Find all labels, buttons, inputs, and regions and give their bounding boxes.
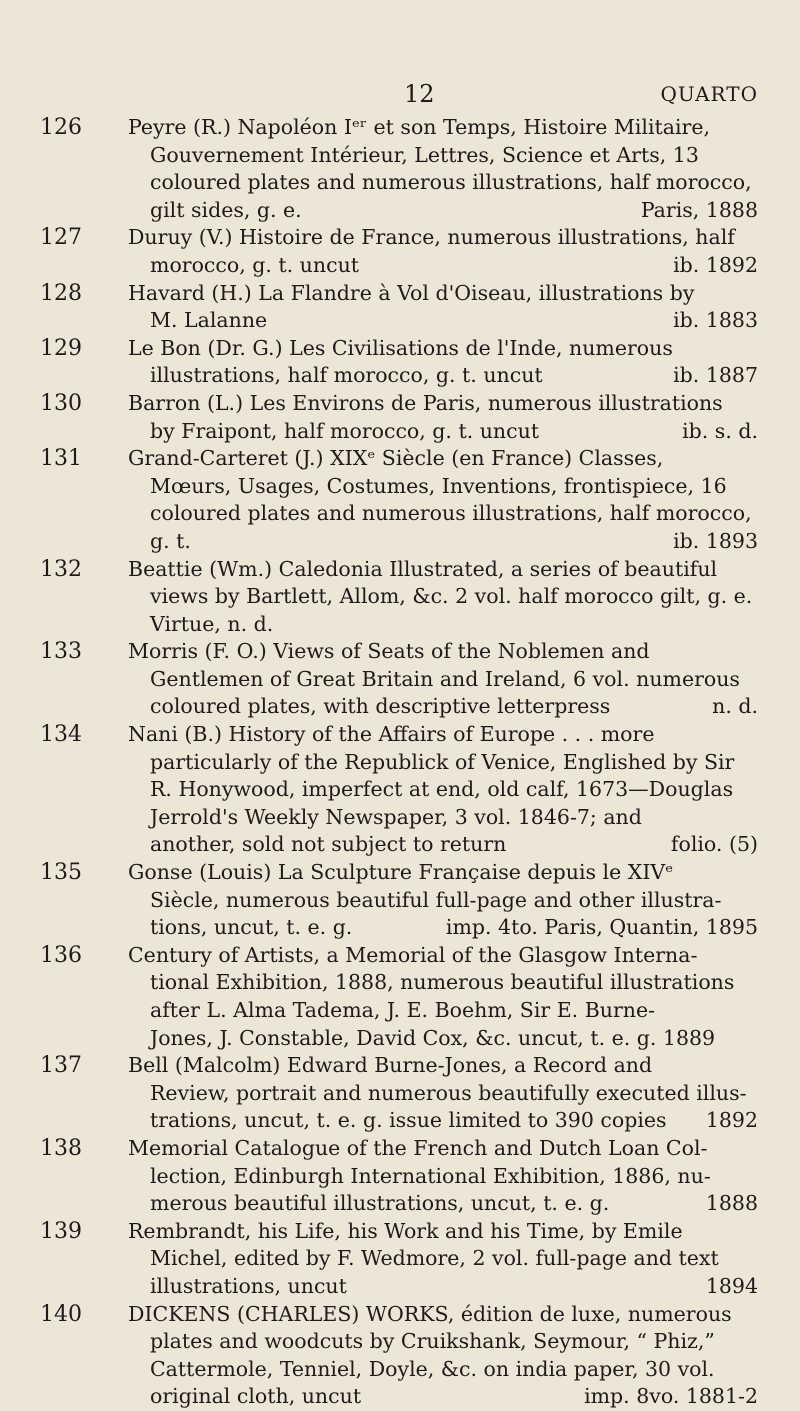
lot-description [128, 942, 758, 1052]
description-line: Peyre (R.) Napoléon Iᵉʳ et son Temps, Histoire Militaire, [128, 115, 710, 139]
lot-description [128, 1218, 758, 1301]
lot-number: 126 [40, 115, 82, 140]
description-line: Le Bon (Dr. G.) Les Civilisations de l'Inde, numerous [128, 335, 673, 360]
imprint: ib. 1892 [673, 252, 758, 277]
lot-number: 133 [40, 639, 82, 665]
description-line [128, 197, 758, 225]
lot-number: 136 [40, 942, 82, 968]
lot-entry [0, 224, 800, 279]
lot-number: 127 [40, 225, 82, 251]
description-line: lection, Edinburgh International Exhibition, 1886, nu- [150, 1163, 711, 1188]
imprint: imp. 4to. Paris, Quantin, 1895 [445, 915, 758, 940]
description-line: views by Bartlett, Allom, &c. 2 vol. half morocco gilt, g. e. [150, 584, 753, 609]
description-line: Morris (F. O.) Views of Seats of the Noblemen and [128, 639, 650, 664]
lot-description [128, 638, 758, 721]
imprint: ib. s. d. [682, 418, 758, 443]
lot-number: 131 [40, 446, 82, 472]
lot-description [128, 1301, 758, 1411]
lot-description [128, 721, 758, 859]
page-number: 12 [404, 80, 435, 108]
lot-description [128, 390, 758, 445]
description-line [128, 528, 758, 556]
description-line: Duruy (V.) Histoire de France, numerous illustrations, half [128, 225, 735, 250]
lot-number: 138 [40, 1135, 82, 1161]
description-line: Century of Artists, a Memorial of the Glasgow Interna- [128, 942, 698, 967]
description-line: Mœurs, Usages, Costumes, Inventions, frontispiece, 16 [150, 473, 727, 498]
line-text: gilt sides, g. e. [150, 197, 302, 222]
imprint: 1892 [705, 1108, 758, 1133]
lot-number: 129 [40, 335, 82, 361]
line-text: trations, uncut, t. e. g. issue limited to 390 copies [150, 1108, 667, 1133]
lot-description [128, 556, 758, 639]
description-line: tional Exhibition, 1888, numerous beautiful illustrations [150, 970, 735, 995]
description-line: Bell (Malcolm) Edward Burne-Jones, a Record and [128, 1053, 653, 1078]
description-line: plates and woodcuts by Cruikshank, Seymour, “ Phiz,” [150, 1329, 715, 1354]
imprint: 1888 [705, 1191, 758, 1216]
description-line: DICKENS (CHARLES) WORKS, édition de luxe, numerous [128, 1301, 732, 1326]
description-line: Gentlemen of Great Britain and Ireland, 6 vol. numerous [150, 666, 740, 691]
description-line [128, 831, 758, 859]
description-line: Virtue, n. d. [150, 611, 274, 636]
lot-entry [0, 556, 800, 639]
lot-number: 135 [40, 860, 82, 886]
description-line: Beattie (Wm.) Caledonia Illustrated, a series of beautiful [128, 556, 718, 581]
lot-entry [0, 280, 800, 335]
imprint: 1894 [705, 1273, 758, 1298]
description-line: after L. Alma Tadema, J. E. Boehm, Sir E. Burne- [150, 998, 656, 1022]
description-line [128, 307, 758, 335]
line-text: morocco, g. t. uncut [150, 252, 360, 277]
line-text: merous beautiful illustrations, uncut, t. e. g. [150, 1191, 610, 1216]
line-text: by Fraipont, half morocco, g. t. uncut [150, 418, 540, 443]
lot-description [128, 1052, 758, 1135]
lot-entry [0, 390, 800, 445]
imprint: ib. 1887 [673, 363, 758, 388]
description-line [128, 1190, 758, 1218]
description-line: R. Honywood, imperfect at end, old calf, 1673—Douglas [150, 777, 734, 802]
lot-entry [0, 942, 800, 1052]
lot-description [128, 445, 758, 555]
description-line: Gonse (Louis) La Sculpture Française depuis le XIVᵉ [128, 860, 674, 885]
lot-entry [0, 1135, 800, 1218]
description-line [128, 1107, 758, 1135]
line-text: illustrations, half morocco, g. t. uncut [150, 363, 543, 388]
description-line: Grand-Carteret (J.) XIXᵉ Siècle (en France) Classes, [128, 446, 664, 471]
description-line: Jones, J. Constable, David Cox, &c. uncut, t. e. g. 1889 [150, 1025, 716, 1050]
lot-description [128, 1135, 758, 1218]
description-line: Rembrandt, his Life, his Work and his Time, by Emile [128, 1218, 683, 1243]
imprint: folio. (5) [670, 832, 758, 857]
lot-entry [0, 1301, 800, 1411]
description-line [128, 252, 758, 280]
description-line: Review, portrait and numerous beautifully executed illus- [150, 1080, 747, 1105]
description-line: Memorial Catalogue of the French and Dutch Loan Col- [128, 1135, 708, 1160]
description-line: Jerrold's Weekly Newspaper, 3 vol. 1846-7; and [150, 804, 642, 829]
line-text: g. t. [150, 528, 191, 553]
lot-description [128, 859, 758, 942]
imprint: n. d. [712, 694, 758, 719]
lot-entry [0, 638, 800, 721]
lot-number: 128 [40, 280, 82, 306]
lot-description [128, 224, 758, 279]
description-line [128, 693, 758, 721]
lot-number: 140 [40, 1301, 82, 1327]
lot-entry [0, 721, 800, 859]
line-text: another, sold not subject to return [150, 832, 507, 857]
line-text: tions, uncut, t. e. g. [150, 915, 353, 940]
imprint: imp. 8vo. 1881-2 [584, 1384, 758, 1409]
description-line: Cattermole, Tenniel, Doyle, &c. on india paper, 30 vol. [150, 1356, 715, 1381]
lot-entry [0, 1052, 800, 1135]
description-line: Michel, edited by F. Wedmore, 2 vol. full-page and text [150, 1246, 719, 1271]
lot-entry [0, 1218, 800, 1301]
imprint: Paris, 1888 [640, 197, 758, 222]
lot-number: 130 [40, 390, 82, 416]
line-text: coloured plates, with descriptive letterpress [150, 694, 611, 719]
section-title: QUARTO [660, 82, 758, 106]
description-line: Nani (B.) History of the Affairs of Europe . . . more [128, 722, 655, 747]
description-line: particularly of the Republick of Venice, Englished by Sir [150, 749, 735, 774]
description-line: coloured plates and numerous illustrations, half morocco, [150, 170, 752, 195]
line-text: original cloth, uncut [150, 1384, 362, 1409]
description-line: coloured plates and numerous illustrations, half morocco, [150, 501, 752, 526]
description-line [128, 418, 758, 446]
lot-number: 137 [40, 1053, 82, 1079]
description-line [128, 1273, 758, 1301]
lot-description [128, 280, 758, 335]
description-line [128, 362, 758, 390]
lot-description [128, 335, 758, 390]
lot-entry [0, 445, 800, 555]
imprint: ib. 1883 [673, 308, 758, 333]
line-text: illustrations, uncut [150, 1273, 347, 1298]
imprint: ib. 1893 [673, 528, 758, 553]
page-header [0, 80, 800, 110]
line-text: M. Lalanne [150, 308, 268, 333]
lot-entry [0, 859, 800, 942]
lot-list [0, 114, 800, 1411]
lot-entry [0, 335, 800, 390]
lot-number: 132 [40, 556, 82, 582]
description-line [128, 1383, 758, 1411]
description-line: Siècle, numerous beautiful full-page and other illustra- [150, 887, 722, 912]
description-line: Gouvernement Intérieur, Lettres, Science et Arts, 13 [150, 142, 699, 167]
description-line: Barron (L.) Les Environs de Paris, numerous illustrations [128, 390, 723, 415]
description-line: Havard (H.) La Flandre à Vol d'Oiseau, illustrations by [128, 280, 695, 305]
lot-entry [0, 114, 800, 224]
lot-number: 139 [40, 1218, 82, 1244]
description-line [128, 914, 758, 942]
lot-number: 134 [40, 722, 82, 748]
lot-description [128, 114, 758, 224]
